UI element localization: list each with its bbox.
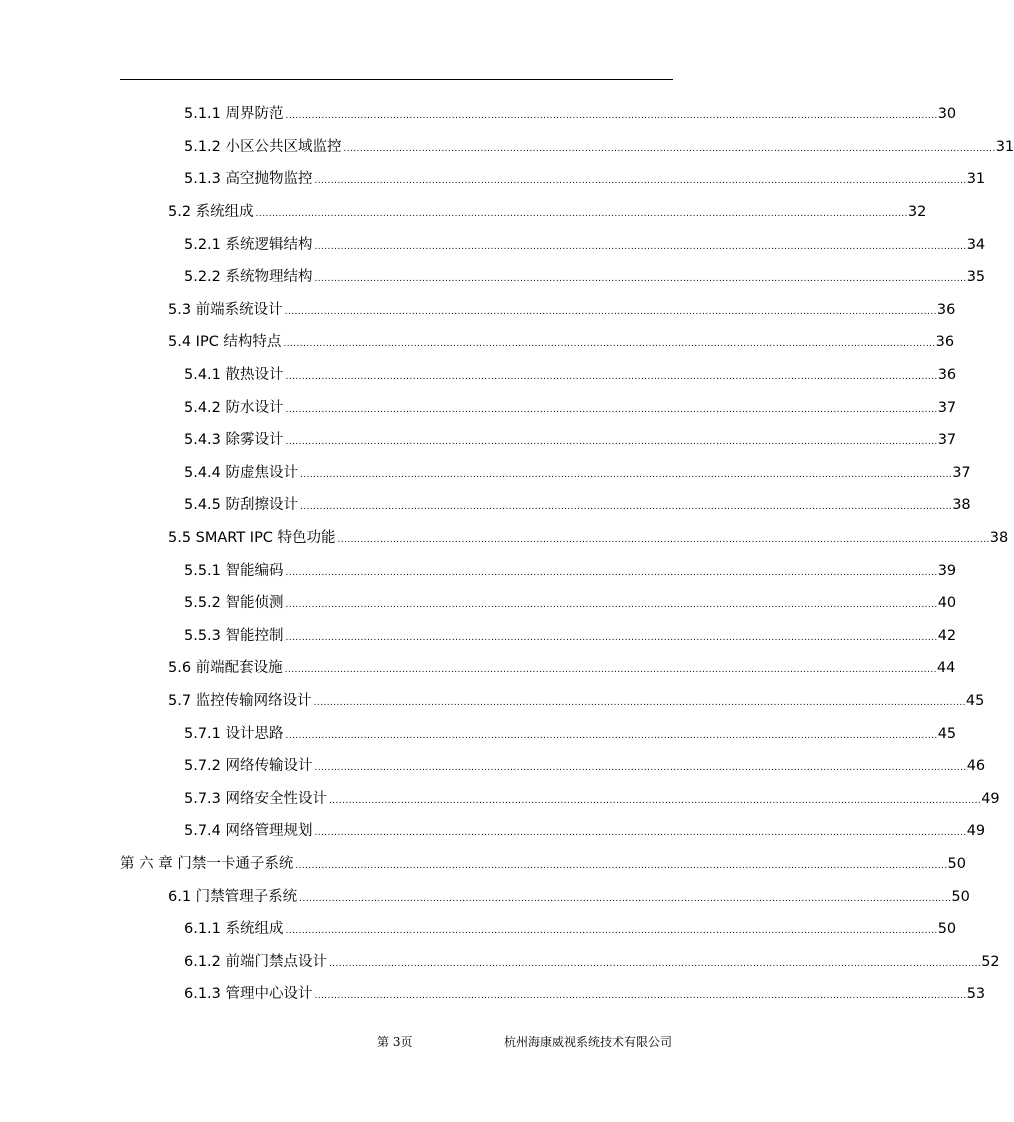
toc-entry-title: 5.7.1 设计思路 bbox=[184, 725, 284, 742]
toc-dot-leader: ........................................................................................................................................................................................................ bbox=[329, 958, 982, 969]
toc-dot-leader: ........................................................................................................................................................................................................ bbox=[314, 991, 967, 1002]
toc-entry[interactable] bbox=[0, 815, 986, 848]
toc-dot-leader: ........................................................................................................................................................................................................ bbox=[284, 306, 937, 317]
toc-entry[interactable] bbox=[0, 98, 957, 131]
toc-entry-page: 37 bbox=[952, 464, 971, 481]
toc-dot-leader: ........................................................................................................................................................................................................ bbox=[314, 176, 967, 187]
toc-entry-page: 42 bbox=[937, 627, 957, 644]
toc-entry-title: 5.5.1 智能编码 bbox=[184, 562, 284, 579]
toc-entry[interactable] bbox=[0, 131, 1014, 164]
toc-entry-title: 5.4.5 防刮擦设计 bbox=[184, 497, 299, 514]
toc-entry[interactable] bbox=[0, 717, 957, 750]
toc-entry[interactable] bbox=[0, 652, 956, 685]
toc-entry-title: 5.4 IPC 结构特点 bbox=[168, 334, 282, 351]
toc-entry-title: 5.4.4 防虚焦设计 bbox=[184, 464, 299, 481]
toc-dot-leader: ........................................................................................................................................................................................................ bbox=[255, 209, 908, 220]
toc-dot-leader: ........................................................................................................................................................................................................ bbox=[300, 502, 953, 513]
toc-dot-leader: ........................................................................................................................................................................................................ bbox=[313, 697, 966, 708]
toc-entry-title: 5.5.3 智能控制 bbox=[184, 627, 284, 644]
toc-entry-page: 37 bbox=[937, 399, 957, 416]
toc-entry-page: 53 bbox=[966, 986, 986, 1003]
toc-entry[interactable] bbox=[0, 163, 986, 196]
toc-entry[interactable] bbox=[0, 522, 1009, 555]
footer-company-name: 杭州海康威视系统技术有限公司 bbox=[503, 1035, 672, 1049]
toc-entry-title: 5.1.1 周界防范 bbox=[184, 106, 284, 123]
toc-dot-leader: ........................................................................................................................................................................................................ bbox=[314, 828, 967, 839]
toc-entry[interactable] bbox=[0, 945, 1000, 978]
toc-dot-leader: ........................................................................................................................................................................................................ bbox=[314, 274, 967, 285]
toc-dot-leader: ........................................................................................................................................................................................................ bbox=[285, 632, 938, 643]
toc-entry-page: 50 bbox=[951, 888, 970, 905]
footer-page-number: 第 3页 bbox=[377, 1035, 413, 1049]
toc-entry[interactable] bbox=[0, 359, 957, 392]
toc-entry-page: 45 bbox=[965, 692, 985, 709]
toc-entry-title: 5.2 系统组成 bbox=[168, 204, 254, 221]
toc-dot-leader: ........................................................................................................................................................................................................ bbox=[285, 600, 938, 611]
toc-dot-leader: ........................................................................................................................................................................................................ bbox=[285, 372, 938, 383]
toc-entry-title: 5.3 前端系统设计 bbox=[168, 301, 283, 318]
toc-entry-page: 46 bbox=[966, 758, 986, 775]
toc-dot-leader: ........................................................................................................................................................................................................ bbox=[295, 860, 948, 871]
toc-entry-page: 36 bbox=[937, 367, 957, 384]
toc-entry-page: 52 bbox=[981, 953, 1000, 970]
header-rule bbox=[120, 79, 673, 80]
toc-entry[interactable] bbox=[0, 391, 957, 424]
toc-entry[interactable] bbox=[0, 489, 971, 522]
toc-entry-title: 第 六 章 门禁一卡通子系统 bbox=[120, 855, 294, 872]
toc-entry-page: 30 bbox=[937, 106, 957, 123]
toc-entry-page: 45 bbox=[937, 725, 957, 742]
toc-entry-page: 39 bbox=[937, 562, 957, 579]
toc-entry[interactable] bbox=[0, 457, 971, 490]
toc-entry-title: 5.4.3 除雾设计 bbox=[184, 432, 284, 449]
toc-entry[interactable] bbox=[0, 782, 1000, 815]
toc-entry[interactable] bbox=[0, 685, 985, 718]
toc-dot-leader: ........................................................................................................................................................................................................ bbox=[314, 763, 967, 774]
toc-entry-title: 5.2.1 系统逻辑结构 bbox=[184, 236, 313, 253]
toc-entry-title: 6.1.2 前端门禁点设计 bbox=[184, 953, 328, 970]
toc-entry[interactable] bbox=[0, 554, 957, 587]
toc-entry[interactable] bbox=[0, 196, 927, 229]
toc-entry[interactable] bbox=[0, 587, 957, 620]
toc-entry-page: 32 bbox=[907, 204, 927, 221]
toc-entry-title: 5.7.3 网络安全性设计 bbox=[184, 790, 328, 807]
toc-entry-page: 31 bbox=[966, 171, 986, 188]
toc-dot-leader: ........................................................................................................................................................................................................ bbox=[329, 795, 982, 806]
toc-entry[interactable] bbox=[0, 750, 986, 783]
toc-entry-title: 5.6 前端配套设施 bbox=[168, 660, 283, 677]
toc-entry-page: 49 bbox=[966, 823, 986, 840]
toc-entry-title: 6.1 门禁管理子系统 bbox=[168, 888, 298, 905]
toc-entry[interactable] bbox=[0, 326, 955, 359]
toc-dot-leader: ........................................................................................................................................................................................................ bbox=[285, 730, 938, 741]
toc-entry-title: 5.5.2 智能侦测 bbox=[184, 595, 284, 612]
toc-entry[interactable] bbox=[0, 294, 956, 327]
toc-dot-leader: ........................................................................................................................................................................................................ bbox=[314, 241, 967, 252]
toc-entry-page: 50 bbox=[937, 921, 957, 938]
toc-entry-title: 6.1.3 管理中心设计 bbox=[184, 986, 313, 1003]
toc-entry[interactable] bbox=[0, 228, 986, 261]
toc-entry-title: 5.7.4 网络管理规划 bbox=[184, 823, 313, 840]
toc-entry[interactable] bbox=[0, 913, 957, 946]
toc-entry-title: 5.7 监控传输网络设计 bbox=[168, 692, 312, 709]
toc-entry-title: 5.4.2 防水设计 bbox=[184, 399, 284, 416]
toc-entry-page: 40 bbox=[937, 595, 957, 612]
toc-entry-page: 50 bbox=[947, 855, 966, 872]
toc-entry-title: 5.4.1 散热设计 bbox=[184, 367, 284, 384]
toc-entry[interactable] bbox=[0, 848, 966, 881]
toc-entry-page: 36 bbox=[936, 301, 956, 318]
toc-entry-title: 5.1.3 高空抛物监控 bbox=[184, 171, 313, 188]
toc-entry[interactable] bbox=[0, 978, 986, 1011]
toc-entry[interactable] bbox=[0, 880, 970, 913]
toc-entry-title: 5.2.2 系统物理结构 bbox=[184, 269, 313, 286]
toc-dot-leader: ........................................................................................................................................................................................................ bbox=[283, 339, 936, 350]
toc-entry-page: 38 bbox=[952, 497, 971, 514]
toc-entry-title: 5.1.2 小区公共区域监控 bbox=[184, 138, 342, 155]
toc-entry[interactable] bbox=[0, 424, 957, 457]
toc-dot-leader: ........................................................................................................................................................................................................ bbox=[285, 404, 938, 415]
toc-entry-page: 37 bbox=[937, 432, 957, 449]
toc-dot-leader: ........................................................................................................................................................................................................ bbox=[343, 143, 996, 154]
toc-entry[interactable] bbox=[0, 261, 986, 294]
toc-dot-leader: ........................................................................................................................................................................................................ bbox=[285, 437, 938, 448]
toc-entry-page: 49 bbox=[981, 790, 1000, 807]
toc-entry-page: 31 bbox=[995, 138, 1014, 155]
toc-entry-page: 44 bbox=[936, 660, 956, 677]
toc-entry-title: 5.7.2 网络传输设计 bbox=[184, 758, 313, 775]
toc-entry-title: 5.5 SMART IPC 特色功能 bbox=[168, 530, 336, 547]
table-of-contents bbox=[0, 98, 1014, 1011]
toc-entry[interactable] bbox=[0, 620, 957, 653]
toc-dot-leader: ........................................................................................................................................................................................................ bbox=[285, 567, 938, 578]
toc-entry-page: 38 bbox=[989, 530, 1009, 547]
toc-entry-title: 6.1.1 系统组成 bbox=[184, 921, 284, 938]
toc-dot-leader: ........................................................................................................................................................................................................ bbox=[285, 926, 938, 937]
toc-dot-leader: ........................................................................................................................................................................................................ bbox=[300, 469, 953, 480]
toc-dot-leader: ........................................................................................................................................................................................................ bbox=[284, 665, 937, 676]
toc-entry-page: 36 bbox=[935, 334, 955, 351]
toc-dot-leader: ........................................................................................................................................................................................................ bbox=[337, 535, 990, 546]
toc-dot-leader: ........................................................................................................................................................................................................ bbox=[285, 111, 938, 122]
toc-entry-page: 34 bbox=[966, 236, 986, 253]
toc-entry-page: 35 bbox=[966, 269, 986, 286]
toc-dot-leader: ........................................................................................................................................................................................................ bbox=[299, 893, 952, 904]
